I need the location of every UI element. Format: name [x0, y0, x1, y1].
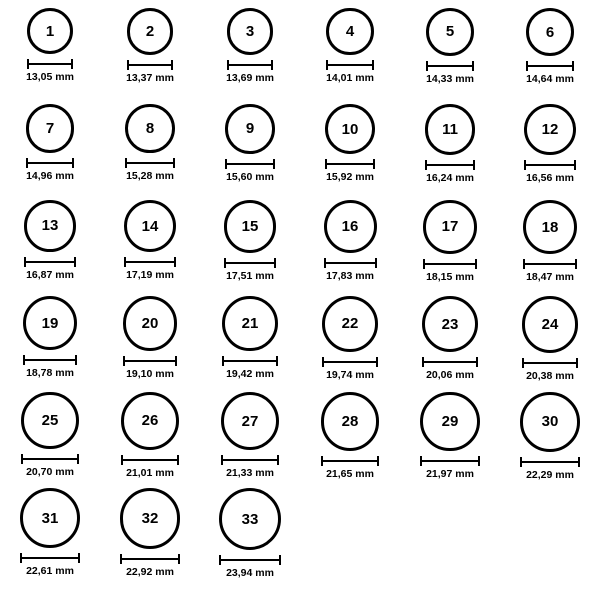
ring-size-number: 11	[442, 120, 458, 138]
diameter-measure-bar	[23, 355, 77, 365]
ring-circle	[422, 296, 478, 352]
diameter-label: 16,87 mm	[26, 268, 74, 281]
ring-circle	[420, 392, 479, 451]
ring-circle	[125, 104, 174, 153]
ring-size-number: 2	[145, 22, 155, 40]
ring-size-cell	[500, 296, 600, 392]
measure-line	[523, 263, 577, 265]
ring-size-cell	[300, 392, 400, 488]
diameter-label: 17,83 mm	[326, 270, 374, 282]
measure-line	[27, 63, 73, 65]
ring-circle	[121, 392, 179, 450]
measure-line	[425, 164, 476, 166]
measure-line	[20, 557, 80, 559]
diameter-measure-bar	[221, 455, 279, 465]
measure-cap-left	[524, 160, 526, 170]
measure-cap-right	[78, 553, 80, 563]
measure-line	[420, 460, 479, 462]
diameter-measure-bar	[522, 358, 579, 368]
measure-cap-right	[475, 259, 477, 269]
measure-cap-left	[225, 159, 227, 169]
diameter-label: 18,47 mm	[526, 271, 574, 283]
measure-line	[21, 458, 78, 460]
measure-line	[221, 459, 279, 461]
ring-size-number: 5	[445, 23, 455, 41]
diameter-label: 18,78 mm	[26, 367, 74, 380]
ring-circle	[426, 8, 474, 56]
measure-cap-right	[375, 258, 377, 268]
ring-size-cell	[0, 392, 100, 488]
diameter-measure-bar	[524, 160, 575, 170]
measure-cap-right	[476, 357, 478, 367]
ring-size-cell	[400, 104, 500, 200]
ring-size-cell	[100, 488, 200, 584]
ring-size-number: 12	[541, 121, 559, 139]
ring-size-cell	[500, 104, 600, 200]
diameter-measure-bar	[225, 159, 275, 169]
measure-cap-right	[575, 259, 577, 269]
ring-size-number: 15	[241, 217, 259, 235]
measure-line	[123, 360, 178, 362]
ring-circle	[225, 104, 275, 154]
measure-cap-left	[526, 61, 528, 71]
measure-cap-left	[322, 357, 324, 367]
ring-size-cell	[0, 296, 100, 392]
ring-size-cell	[0, 8, 100, 104]
ring-size-cell	[100, 8, 200, 104]
diameter-measure-bar	[27, 59, 73, 69]
diameter-measure-bar	[222, 356, 277, 366]
measure-cap-right	[71, 59, 73, 69]
ring-size-number: 28	[341, 412, 359, 430]
diameter-label: 17,19 mm	[126, 269, 174, 282]
measure-line	[423, 263, 477, 265]
ring-size-number: 23	[441, 315, 459, 333]
ring-circle	[326, 8, 373, 55]
diameter-label: 22,29 mm	[526, 468, 574, 481]
measure-line	[222, 360, 277, 362]
diameter-measure-bar	[123, 356, 178, 366]
ring-size-cell	[200, 392, 300, 488]
measure-cap-left	[522, 358, 524, 368]
diameter-label: 22,61 mm	[26, 565, 74, 577]
ring-size-number: 1	[45, 22, 55, 40]
diameter-label: 21,97 mm	[426, 468, 474, 481]
diameter-label: 20,70 mm	[26, 466, 74, 479]
measure-line	[23, 359, 77, 361]
measure-cap-left	[221, 455, 223, 465]
measure-cap-left	[120, 554, 122, 564]
measure-cap-right	[178, 554, 180, 564]
measure-cap-right	[473, 160, 475, 170]
ring-size-cell	[300, 8, 400, 104]
ring-size-cell	[300, 200, 400, 296]
ring-size-number: 27	[241, 412, 259, 430]
measure-line	[524, 164, 575, 166]
ring-circle	[425, 104, 476, 155]
ring-size-number: 16	[341, 218, 359, 235]
diameter-label: 14,64 mm	[526, 73, 574, 86]
diameter-label: 16,24 mm	[426, 171, 474, 184]
measure-cap-right	[372, 60, 374, 70]
ring-circle	[526, 8, 574, 56]
diameter-measure-bar	[422, 357, 478, 367]
measure-line	[225, 163, 275, 165]
measure-cap-right	[276, 356, 278, 366]
measure-line	[522, 362, 579, 364]
diameter-measure-bar	[326, 60, 373, 70]
ring-size-number: 7	[45, 119, 55, 137]
measure-line	[520, 461, 580, 463]
diameter-measure-bar	[321, 456, 380, 466]
measure-cap-right	[274, 258, 276, 268]
ring-circle	[520, 392, 580, 452]
measure-line	[422, 361, 478, 363]
ring-circle	[224, 200, 277, 253]
measure-cap-left	[227, 60, 229, 70]
ring-size-cell	[400, 296, 500, 392]
measure-cap-left	[21, 454, 23, 464]
ring-size-cell	[200, 488, 300, 584]
measure-cap-right	[277, 455, 279, 465]
measure-cap-right	[171, 60, 173, 70]
measure-cap-right	[77, 454, 79, 464]
measure-cap-left	[123, 356, 125, 366]
ring-size-cell	[300, 296, 400, 392]
diameter-label: 19,74 mm	[326, 368, 374, 381]
diameter-measure-bar	[24, 257, 76, 267]
measure-cap-left	[24, 257, 26, 267]
ring-circle	[120, 488, 181, 549]
diameter-measure-bar	[426, 61, 474, 71]
ring-circle	[21, 392, 78, 449]
measure-cap-left	[321, 456, 323, 466]
ring-size-number: 32	[141, 509, 159, 527]
ring-size-number: 26	[141, 412, 159, 430]
diameter-label: 20,06 mm	[426, 369, 474, 382]
ring-circle	[24, 200, 76, 252]
diameter-label: 19,10 mm	[126, 367, 174, 380]
measure-line	[324, 262, 377, 264]
ring-size-cell	[200, 104, 300, 200]
measure-cap-right	[576, 358, 578, 368]
ring-size-number: 17	[441, 218, 459, 236]
measure-cap-left	[23, 355, 25, 365]
measure-cap-left	[127, 60, 129, 70]
measure-line	[326, 64, 373, 66]
ring-size-cell	[400, 8, 500, 104]
ring-circle	[124, 200, 176, 252]
measure-cap-right	[177, 455, 179, 465]
diameter-label: 15,28 mm	[126, 170, 174, 183]
ring-size-number: 3	[245, 22, 255, 40]
diameter-label: 22,92 mm	[126, 565, 174, 578]
ring-size-number: 9	[245, 120, 255, 138]
diameter-measure-bar	[523, 259, 577, 269]
measure-line	[120, 558, 181, 560]
ring-size-number: 18	[541, 218, 559, 236]
ring-size-cell	[0, 104, 100, 200]
diameter-label: 23,94 mm	[226, 567, 274, 579]
diameter-measure-bar	[121, 455, 179, 465]
measure-cap-left	[324, 258, 326, 268]
measure-line	[219, 559, 281, 561]
measure-cap-left	[326, 60, 328, 70]
ring-circle	[123, 296, 178, 351]
measure-cap-right	[373, 159, 375, 169]
diameter-measure-bar	[26, 158, 75, 168]
diameter-label: 13,05 mm	[26, 71, 74, 83]
measure-cap-right	[173, 158, 175, 168]
ring-size-number: 6	[545, 23, 555, 41]
ring-size-number: 29	[441, 413, 459, 431]
ring-circle	[26, 104, 75, 153]
measure-cap-left	[520, 457, 522, 467]
diameter-measure-bar	[425, 160, 476, 170]
diameter-measure-bar	[124, 257, 176, 267]
ring-size-cell	[500, 392, 600, 488]
ring-size-number: 13	[41, 217, 59, 235]
ring-circle	[522, 296, 579, 353]
measure-line	[26, 162, 75, 164]
measure-cap-right	[271, 60, 273, 70]
measure-cap-left	[423, 259, 425, 269]
ring-size-number: 25	[41, 412, 59, 430]
ring-circle	[423, 200, 477, 254]
ring-size-cell	[0, 200, 100, 296]
measure-cap-right	[578, 457, 580, 467]
measure-cap-left	[422, 357, 424, 367]
ring-size-number: 8	[145, 120, 155, 138]
measure-cap-right	[574, 160, 576, 170]
ring-circle	[227, 8, 274, 55]
diameter-measure-bar	[325, 159, 375, 169]
ring-size-number: 22	[341, 315, 359, 333]
ring-size-cell	[200, 200, 300, 296]
ring-size-number: 14	[141, 217, 159, 235]
ring-circle	[324, 200, 377, 253]
diameter-label: 14,33 mm	[426, 72, 474, 85]
ring-size-number: 33	[241, 510, 259, 528]
diameter-label: 18,15 mm	[426, 270, 474, 283]
measure-line	[526, 65, 574, 67]
diameter-measure-bar	[219, 555, 281, 565]
ring-size-number: 4	[345, 23, 355, 41]
measure-cap-right	[74, 257, 76, 267]
diameter-label: 14,96 mm	[26, 169, 74, 182]
diameter-measure-bar	[322, 357, 378, 367]
diameter-label: 13,69 mm	[226, 71, 274, 84]
diameter-measure-bar	[127, 60, 174, 70]
measure-cap-right	[279, 555, 281, 565]
diameter-label: 17,51 mm	[226, 269, 274, 282]
diameter-measure-bar	[423, 259, 477, 269]
ring-circle	[523, 200, 577, 254]
ring-size-number: 10	[341, 120, 359, 138]
measure-cap-right	[273, 159, 275, 169]
ring-size-number: 20	[141, 314, 159, 332]
measure-cap-left	[426, 61, 428, 71]
measure-cap-left	[121, 455, 123, 465]
measure-cap-left	[27, 59, 29, 69]
ring-size-cell	[400, 200, 500, 296]
measure-cap-left	[523, 259, 525, 269]
measure-cap-left	[420, 456, 422, 466]
measure-line	[125, 162, 174, 164]
ring-size-cell	[100, 104, 200, 200]
measure-cap-left	[26, 158, 28, 168]
ring-circle	[127, 8, 174, 55]
ring-size-cell	[500, 200, 600, 296]
measure-cap-right	[377, 456, 379, 466]
diameter-label: 21,01 mm	[126, 466, 174, 479]
measure-cap-left	[124, 257, 126, 267]
measure-cap-right	[472, 61, 474, 71]
ring-size-number: 24	[541, 315, 559, 333]
measure-line	[322, 361, 378, 363]
diameter-measure-bar	[520, 457, 580, 467]
diameter-label: 15,92 mm	[326, 171, 374, 184]
diameter-label: 15,60 mm	[226, 170, 274, 183]
ring-circle	[219, 488, 281, 550]
ring-circle	[322, 296, 378, 352]
diameter-measure-bar	[324, 258, 377, 268]
measure-cap-right	[75, 355, 77, 365]
diameter-label: 21,33 mm	[226, 467, 274, 480]
diameter-label: 19,42 mm	[226, 368, 274, 381]
measure-cap-left	[222, 356, 224, 366]
measure-cap-left	[219, 555, 221, 565]
measure-cap-right	[175, 356, 177, 366]
measure-line	[227, 64, 274, 66]
measure-cap-left	[425, 160, 427, 170]
measure-line	[426, 65, 474, 67]
measure-cap-right	[174, 257, 176, 267]
ring-size-cell	[400, 392, 500, 488]
ring-size-number: 19	[41, 314, 59, 332]
ring-size-cell	[100, 392, 200, 488]
measure-line	[325, 163, 375, 165]
measure-cap-right	[72, 158, 74, 168]
diameter-measure-bar	[526, 61, 574, 71]
measure-line	[124, 261, 176, 263]
diameter-measure-bar	[120, 554, 181, 564]
ring-circle	[222, 296, 277, 351]
measure-line	[321, 460, 380, 462]
ring-size-cell	[200, 8, 300, 104]
diameter-measure-bar	[420, 456, 479, 466]
ring-circle	[20, 488, 80, 548]
measure-cap-left	[20, 553, 22, 563]
ring-circle	[325, 104, 375, 154]
diameter-label: 21,65 mm	[326, 467, 374, 480]
ring-circle	[221, 392, 279, 450]
ring-size-number: 21	[241, 315, 259, 333]
measure-cap-left	[224, 258, 226, 268]
ring-size-cell	[200, 296, 300, 392]
diameter-measure-bar	[224, 258, 277, 268]
diameter-measure-bar	[125, 158, 174, 168]
diameter-measure-bar	[20, 553, 80, 563]
ring-size-cell	[0, 488, 100, 584]
ring-size-cell	[100, 296, 200, 392]
measure-line	[121, 459, 179, 461]
measure-cap-right	[478, 456, 480, 466]
diameter-label: 16,56 mm	[526, 172, 574, 185]
ring-size-cell	[100, 200, 200, 296]
measure-line	[127, 64, 174, 66]
diameter-label: 20,38 mm	[526, 369, 574, 382]
ring-size-cell	[300, 104, 400, 200]
ring-circle	[524, 104, 575, 155]
ring-size-number: 30	[541, 413, 559, 431]
measure-cap-right	[572, 61, 574, 71]
measure-line	[24, 261, 76, 263]
measure-cap-left	[325, 159, 327, 169]
diameter-label: 14,01 mm	[326, 72, 374, 85]
diameter-measure-bar	[21, 454, 78, 464]
ring-circle	[321, 392, 380, 451]
measure-cap-right	[376, 357, 378, 367]
diameter-label: 13,37 mm	[126, 71, 174, 84]
ring-size-cell	[500, 8, 600, 104]
ring-circle	[23, 296, 77, 350]
measure-line	[224, 262, 277, 264]
ring-size-number: 31	[41, 509, 59, 527]
diameter-measure-bar	[227, 60, 274, 70]
ring-circle	[27, 8, 73, 54]
measure-cap-left	[125, 158, 127, 168]
